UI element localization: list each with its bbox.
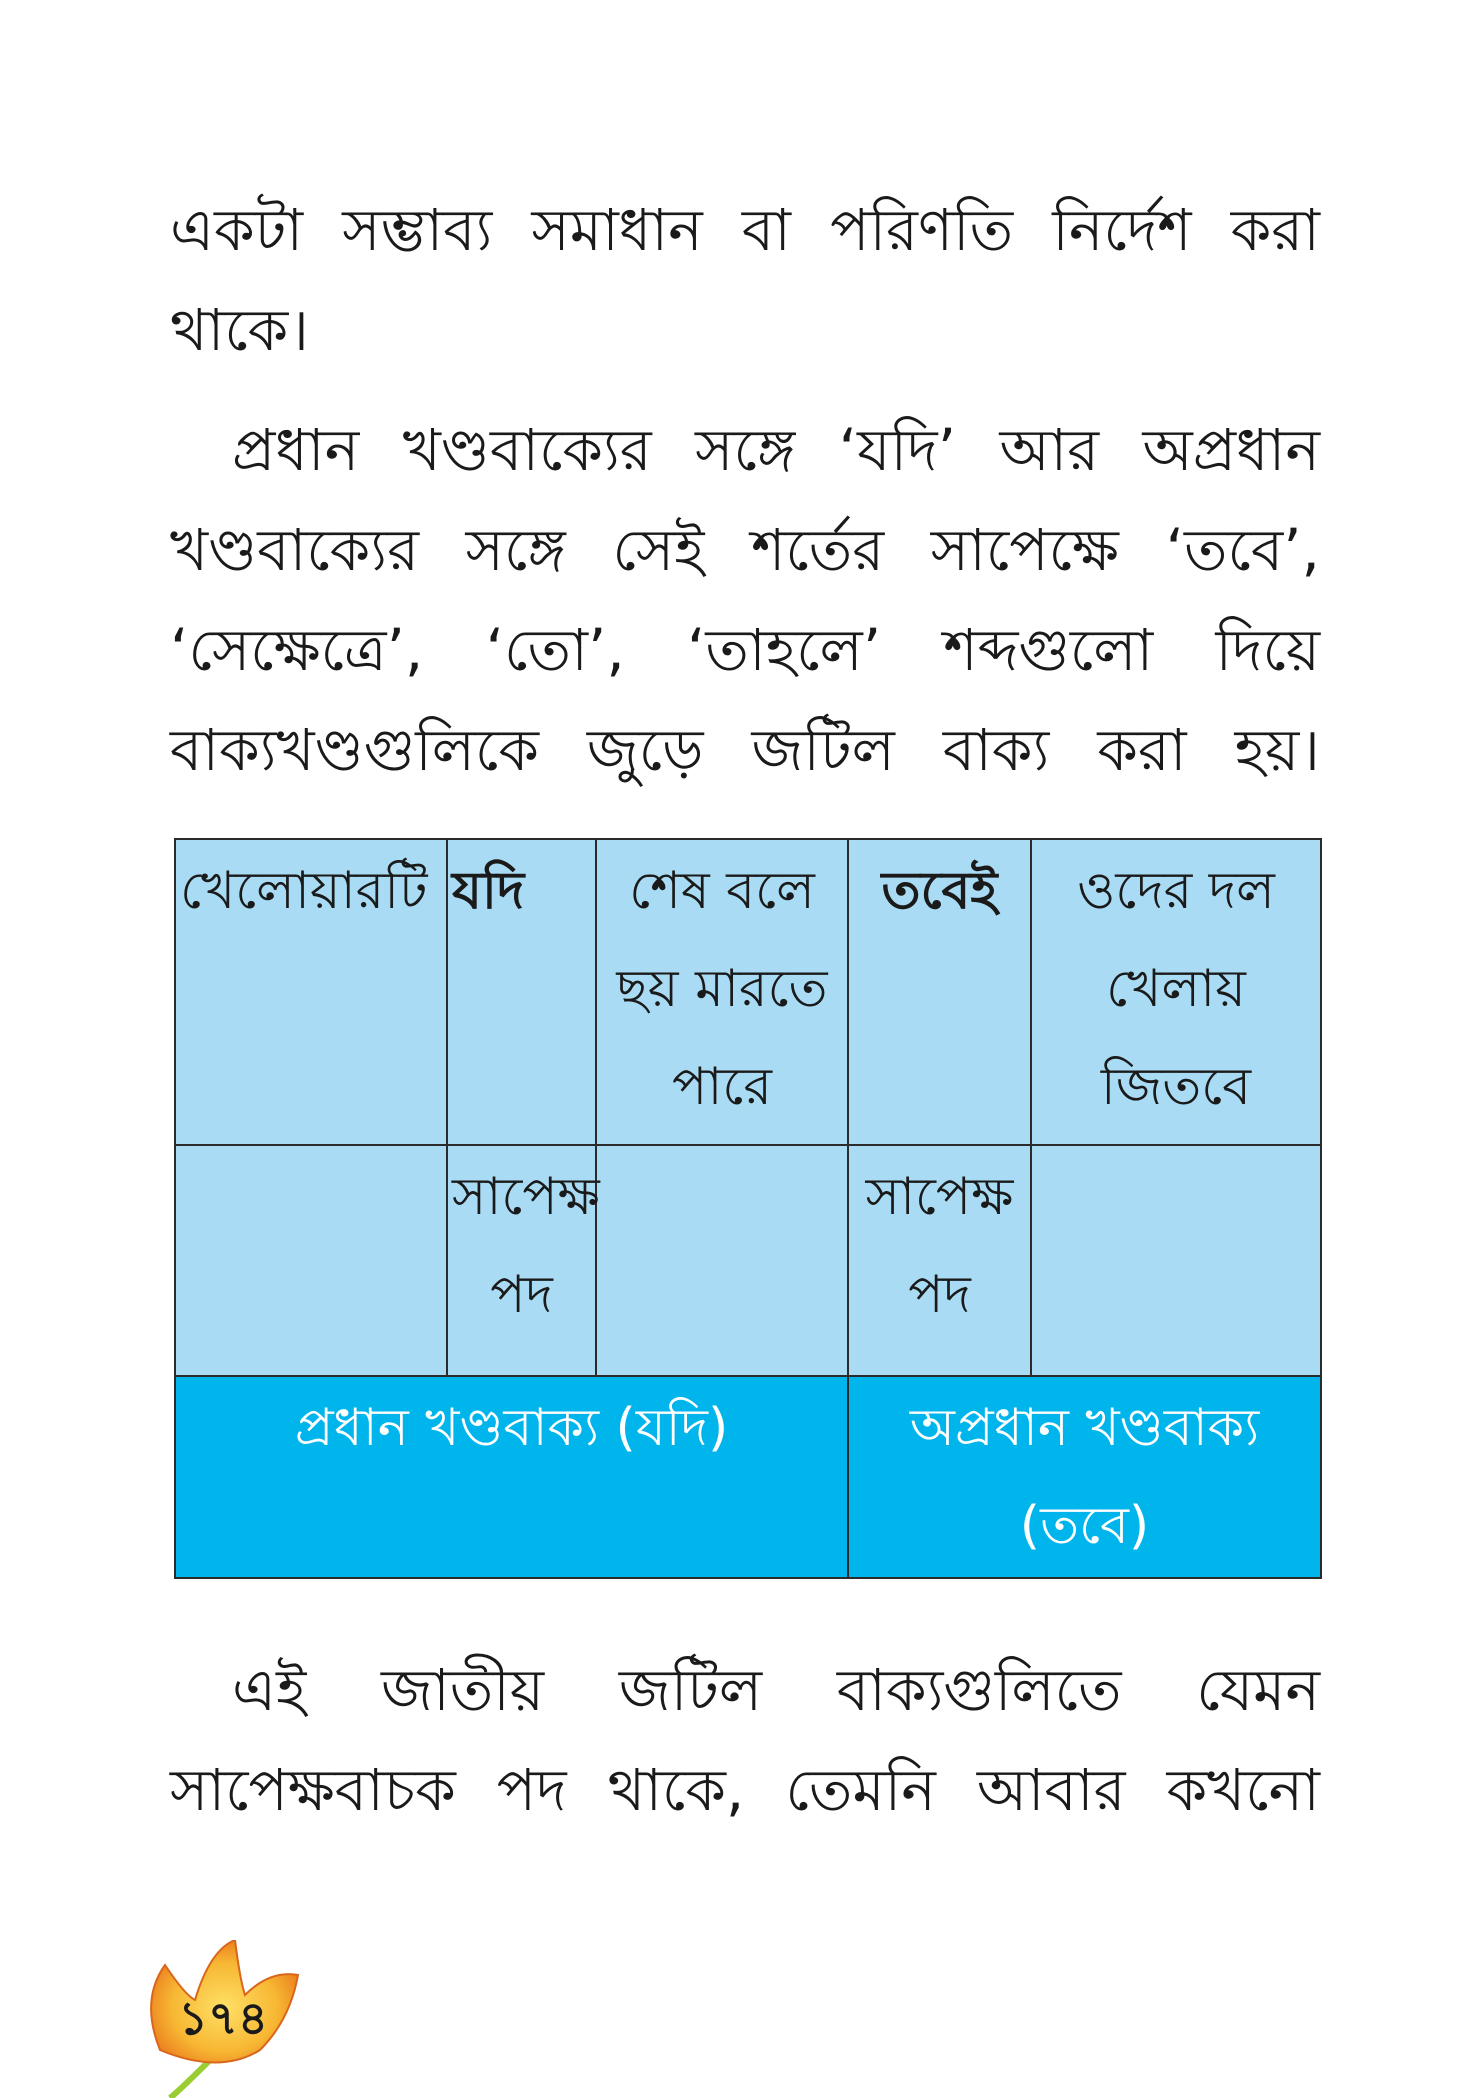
table-row [175,839,1321,1145]
sub-clause-label: অপ্রধান খণ্ডবাক্য (তবে) [848,1376,1321,1578]
table-cell-empty [175,1145,447,1376]
paragraph-3 [170,1640,1320,1840]
clause-table [174,838,1322,1579]
table-cell-subject: খেলোয়ারটি [175,839,447,1145]
paragraph-2 [170,400,1320,800]
table-cell-result: ওদের দল খেলায় জিতবে [1031,839,1321,1145]
paragraph-1-line-1: একটা সম্ভাব্য সমাধান বা পরিণতি নির্দেশ করা [170,196,1320,264]
paragraph-2-line-1: প্রধান খণ্ডবাক্যের সঙ্গে ‘যদি’ আর অপ্রধান [232,416,1320,484]
paragraph-3-line-2: সাপেক্ষবাচক পদ থাকে, তেমনি আবার কখনো [170,1756,1320,1824]
paragraph-2-line-4: বাক্যখণ্ডগুলিকে জুড়ে জটিল বাক্য করা হয়। [170,716,1320,784]
table-cell-empty [1031,1145,1321,1376]
table-cell-condition: শেষ বলে ছয় মারতে পারে [596,839,848,1145]
paragraph-1-line-2: থাকে। [170,296,310,364]
paragraph-2-line-2: খণ্ডবাক্যের সঙ্গে সেই শর্তের সাপেক্ষে ‘তবে’, [170,516,1320,584]
table-cell-then: তবেই [848,839,1031,1145]
table-cell-empty [596,1145,848,1376]
main-clause-label: প্রধান খণ্ডবাক্য (যদি) [175,1376,848,1578]
table-cell-if: যদি [447,839,596,1145]
paragraph-2-line-3: ‘সেক্ষেত্রে’, ‘তো’, ‘তাহলে’ শব্দগুলো দিয়ে [170,616,1320,684]
page-number-badge [140,1940,300,2098]
table-row [175,1145,1321,1376]
page-number: ১৭৪ [178,1991,268,2045]
table-footer-row [175,1376,1321,1578]
paragraph-3-line-1: এই জাতীয় জটিল বাক্যগুলিতে যেমন [232,1656,1320,1724]
paragraph-1 [170,180,1320,380]
table-cell-relative-word: সাপেক্ষ পদ [848,1145,1031,1376]
table-cell-relative-word: সাপেক্ষ পদ [447,1145,596,1376]
